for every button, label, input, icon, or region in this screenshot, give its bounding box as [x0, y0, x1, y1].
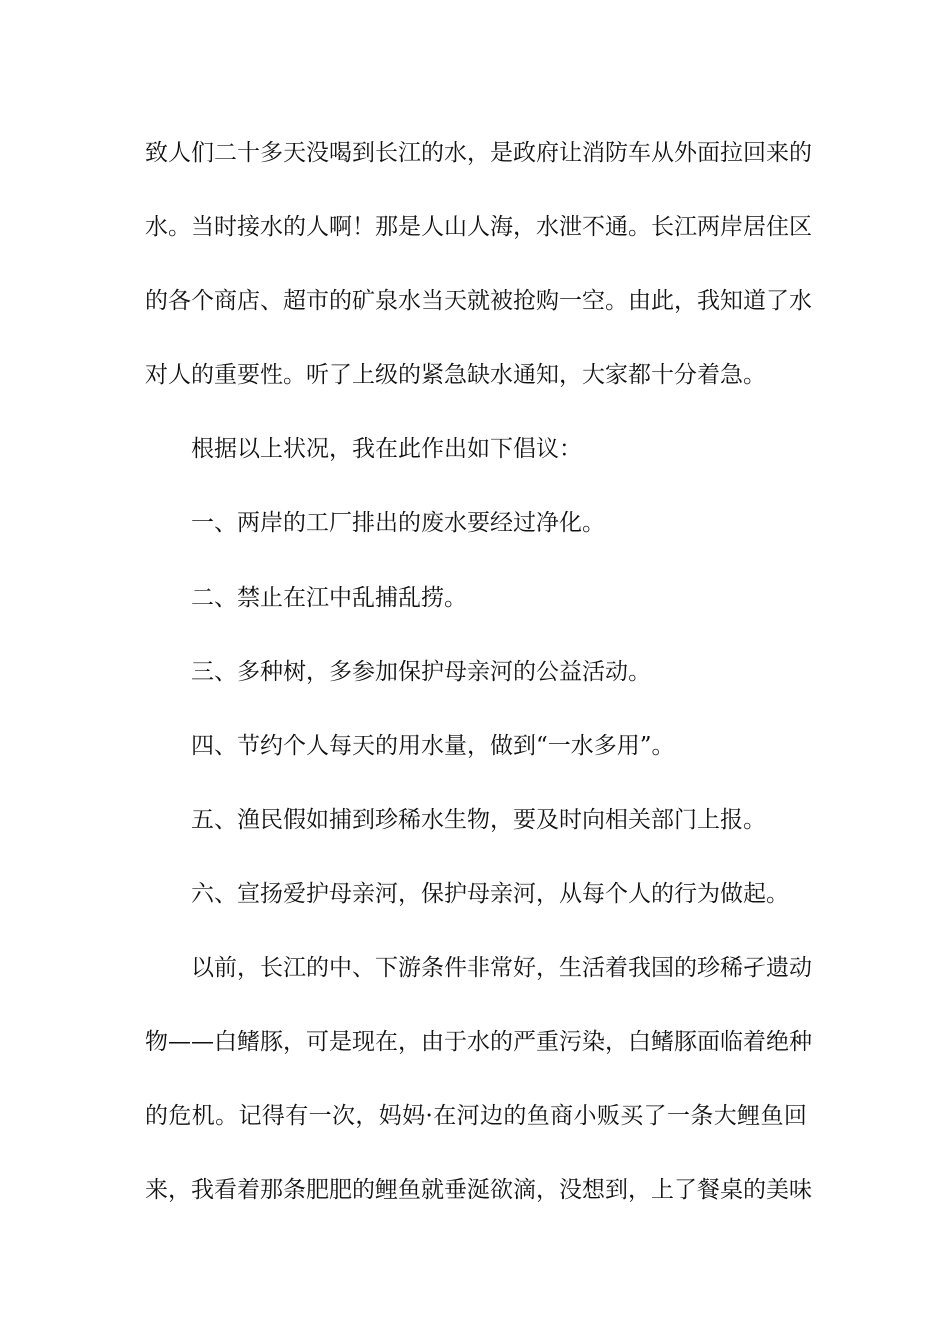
text-line: 一、两岸的工厂排出的废水要经过净化。 — [191, 510, 605, 537]
text-line: 的 危 机 。 记 得 有 一 次 ， 妈 妈 · 在 河 边 的 鱼 商 小 贩 买 了 一 条 大 鲤 鱼 回 — [145, 1103, 807, 1130]
text-line: 五、渔民假如捕到珍稀水生物，要及时向相关部门上报。 — [191, 806, 766, 833]
text-line: 三、多种树，多参加保护母亲河的公益活动。 — [191, 658, 651, 685]
text-line: 的 各 个 商 店 、 超 市 的 矿 泉 水 当 天 就 被 抢 购 一 空 。 由 此 ， 我 知 道 了 水 — [145, 288, 812, 315]
text-line: 来 ， 我 看 着 那 条 肥 肥 的 鲤 鱼 就 垂 涎 欲 滴 ， 没 想 到 ， 上 了 餐 桌 的 美 味 — [145, 1177, 812, 1204]
text-line: 对人的重要性。听了上级的紧急缺水通知，大家都十分着急。 — [145, 362, 766, 389]
text-line: 六、宣扬爱护母亲河，保护母亲河，从每个人的行为做起。 — [191, 880, 789, 907]
text-line: 根据以上状况，我在此作出如下倡议： — [191, 436, 582, 463]
body-text — [145, 131, 812, 1242]
text-line: 致 人 们 二 十 多 天 没 喝 到 长 江 的 水 ， 是 政 府 让 消 防 车 从 外 面 拉 回 来 的 — [145, 140, 812, 166]
text-line: 四、节约个人每天的用水量，做到“一水多用”。 — [191, 732, 675, 759]
text-line: 物 — — 白 鳍 豚 ， 可 是 现 在 ， 由 于 水 的 严 重 污 染 ， 白 鳍 豚 面 临 着 绝 种 — [145, 1029, 812, 1056]
text-line: 二、禁止在江中乱捕乱捞。 — [191, 584, 467, 611]
text-line: 水 。 当 时 接 水 的 人 啊 ！ 那 是 人 山 人 海 ， 水 泄 不 通 。 长 江 两 岸 居 住 区 — [145, 214, 812, 241]
text-line: 以 前 ， 长 江 的 中 、 下 游 条 件 非 常 好 ， 生 活 着 我 国 的 珍 稀 孑 遗 动 — [191, 955, 812, 982]
